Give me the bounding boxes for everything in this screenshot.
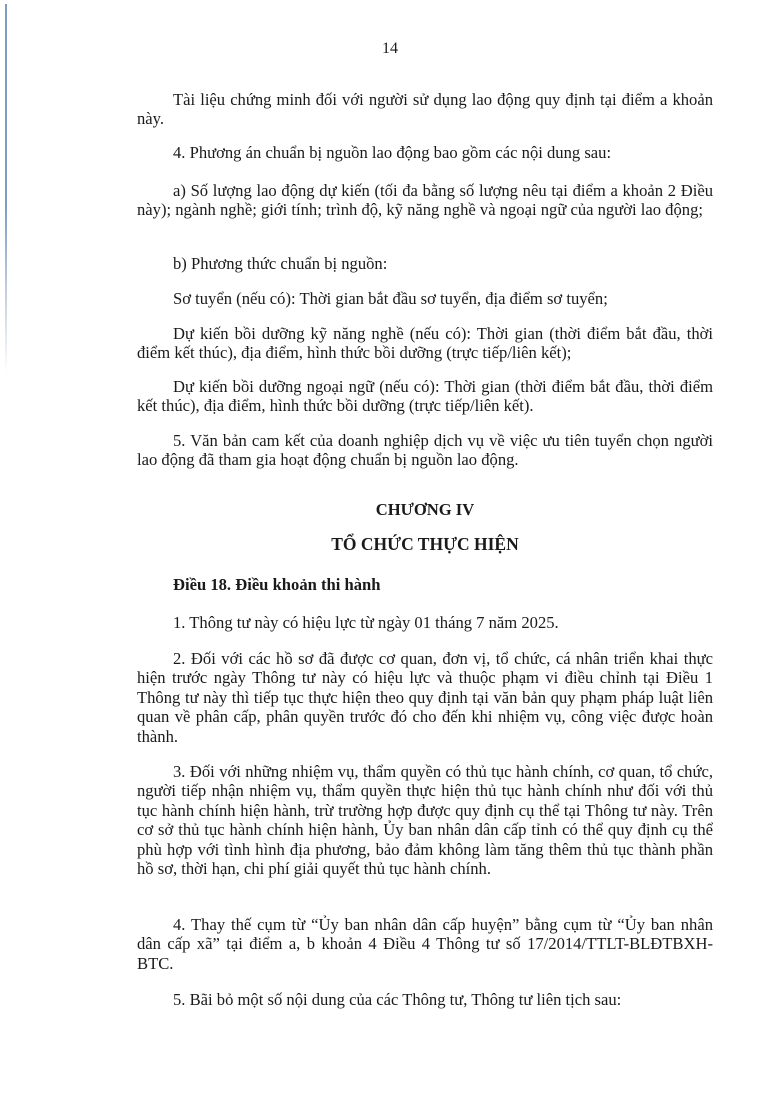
paragraph: 4. Phương án chuẩn bị nguồn lao động bao gồm các nội dung sau: <box>173 143 612 162</box>
paragraph: Dự kiến bồi dưỡng kỹ năng nghề (nếu có): Thời gian (thời điểm bắt đầu, thời điểm kết thúc), địa điểm, hình thức bồi dưỡng (trực tiếp/liên kết); <box>137 324 713 363</box>
clause: 5. Bãi bỏ một số nội dung của các Thông tư, Thông tư liên tịch sau: <box>173 990 622 1009</box>
paragraph: Tài liệu chứng minh đối với người sử dụng lao động quy định tại điểm a khoản này. <box>137 90 713 129</box>
paragraph: a) Số lượng lao động dự kiến (tối đa bằng số lượng nêu tại điểm a khoản 2 Điều này); ngành nghề; giới tính; trình độ, kỹ năng nghề và ngoại ngữ của người lao động; <box>137 181 713 220</box>
chapter-title: TỔ CHỨC THỰC HIỆN <box>331 534 519 554</box>
chapter-number: CHƯƠNG IV <box>375 500 475 519</box>
clause: 3. Đối với những nhiệm vụ, thẩm quyền có thủ tục hành chính, cơ quan, tổ chức, người tiếp nhận nhiệm vụ, thẩm quyền thực hiện thủ tục hành chính như đối với thủ tục hành chính hiện hành, trừ trường hợp được quy định cụ thể tại Thông tư này. Trên cơ sở thủ tục hành chính hiện hành, Ủy ban nhân dân cấp tỉnh có thể quy định cụ thể phù hợp với tình hình địa phương, bảo đảm không làm tăng thêm thủ tục thành phần hồ sơ, thời hạn, chi phí giải quyết thủ tục hành chính. <box>137 762 713 879</box>
clause: 2. Đối với các hồ sơ đã được cơ quan, đơn vị, tổ chức, cá nhân triển khai thực hiện trước ngày Thông tư này có hiệu lực và thuộc phạm vi điều chỉnh tại Điều 1 Thông tư này thì tiếp tục thực hiện theo quy định tại văn bản quy phạm pháp luật liên quan về phân cấp, phân quyền trước đó cho đến khi nhiệm vụ, công việc được hoàn thành. <box>137 649 713 746</box>
clause: 4. Thay thế cụm từ “Ủy ban nhân dân cấp huyện” bằng cụm từ “Ủy ban nhân dân cấp xã” tại điểm a, b khoản 4 Điều 4 Thông tư số 17/2014/TTLT-BLĐTBXH-BTC. <box>137 915 713 973</box>
page-number: 14 <box>382 40 398 57</box>
paragraph: Sơ tuyển (nếu có): Thời gian bắt đầu sơ tuyển, địa điểm sơ tuyển; <box>173 289 608 308</box>
paragraph: 5. Văn bản cam kết của doanh nghiệp dịch vụ về việc ưu tiên tuyển chọn người lao động đã tham gia hoạt động chuẩn bị nguồn lao động. <box>137 431 713 470</box>
article-heading: Điều 18. Điều khoản thi hành <box>173 575 381 594</box>
paragraph: b) Phương thức chuẩn bị nguồn: <box>173 254 388 273</box>
clause: 1. Thông tư này có hiệu lực từ ngày 01 tháng 7 năm 2025. <box>173 613 559 632</box>
scan-edge-line <box>5 4 7 374</box>
paragraph: Dự kiến bồi dưỡng ngoại ngữ (nếu có): Thời gian (thời điểm bắt đầu, thời điểm kết thúc), địa điểm, hình thức bồi dưỡng (trực tiếp/liên kết). <box>137 377 713 416</box>
